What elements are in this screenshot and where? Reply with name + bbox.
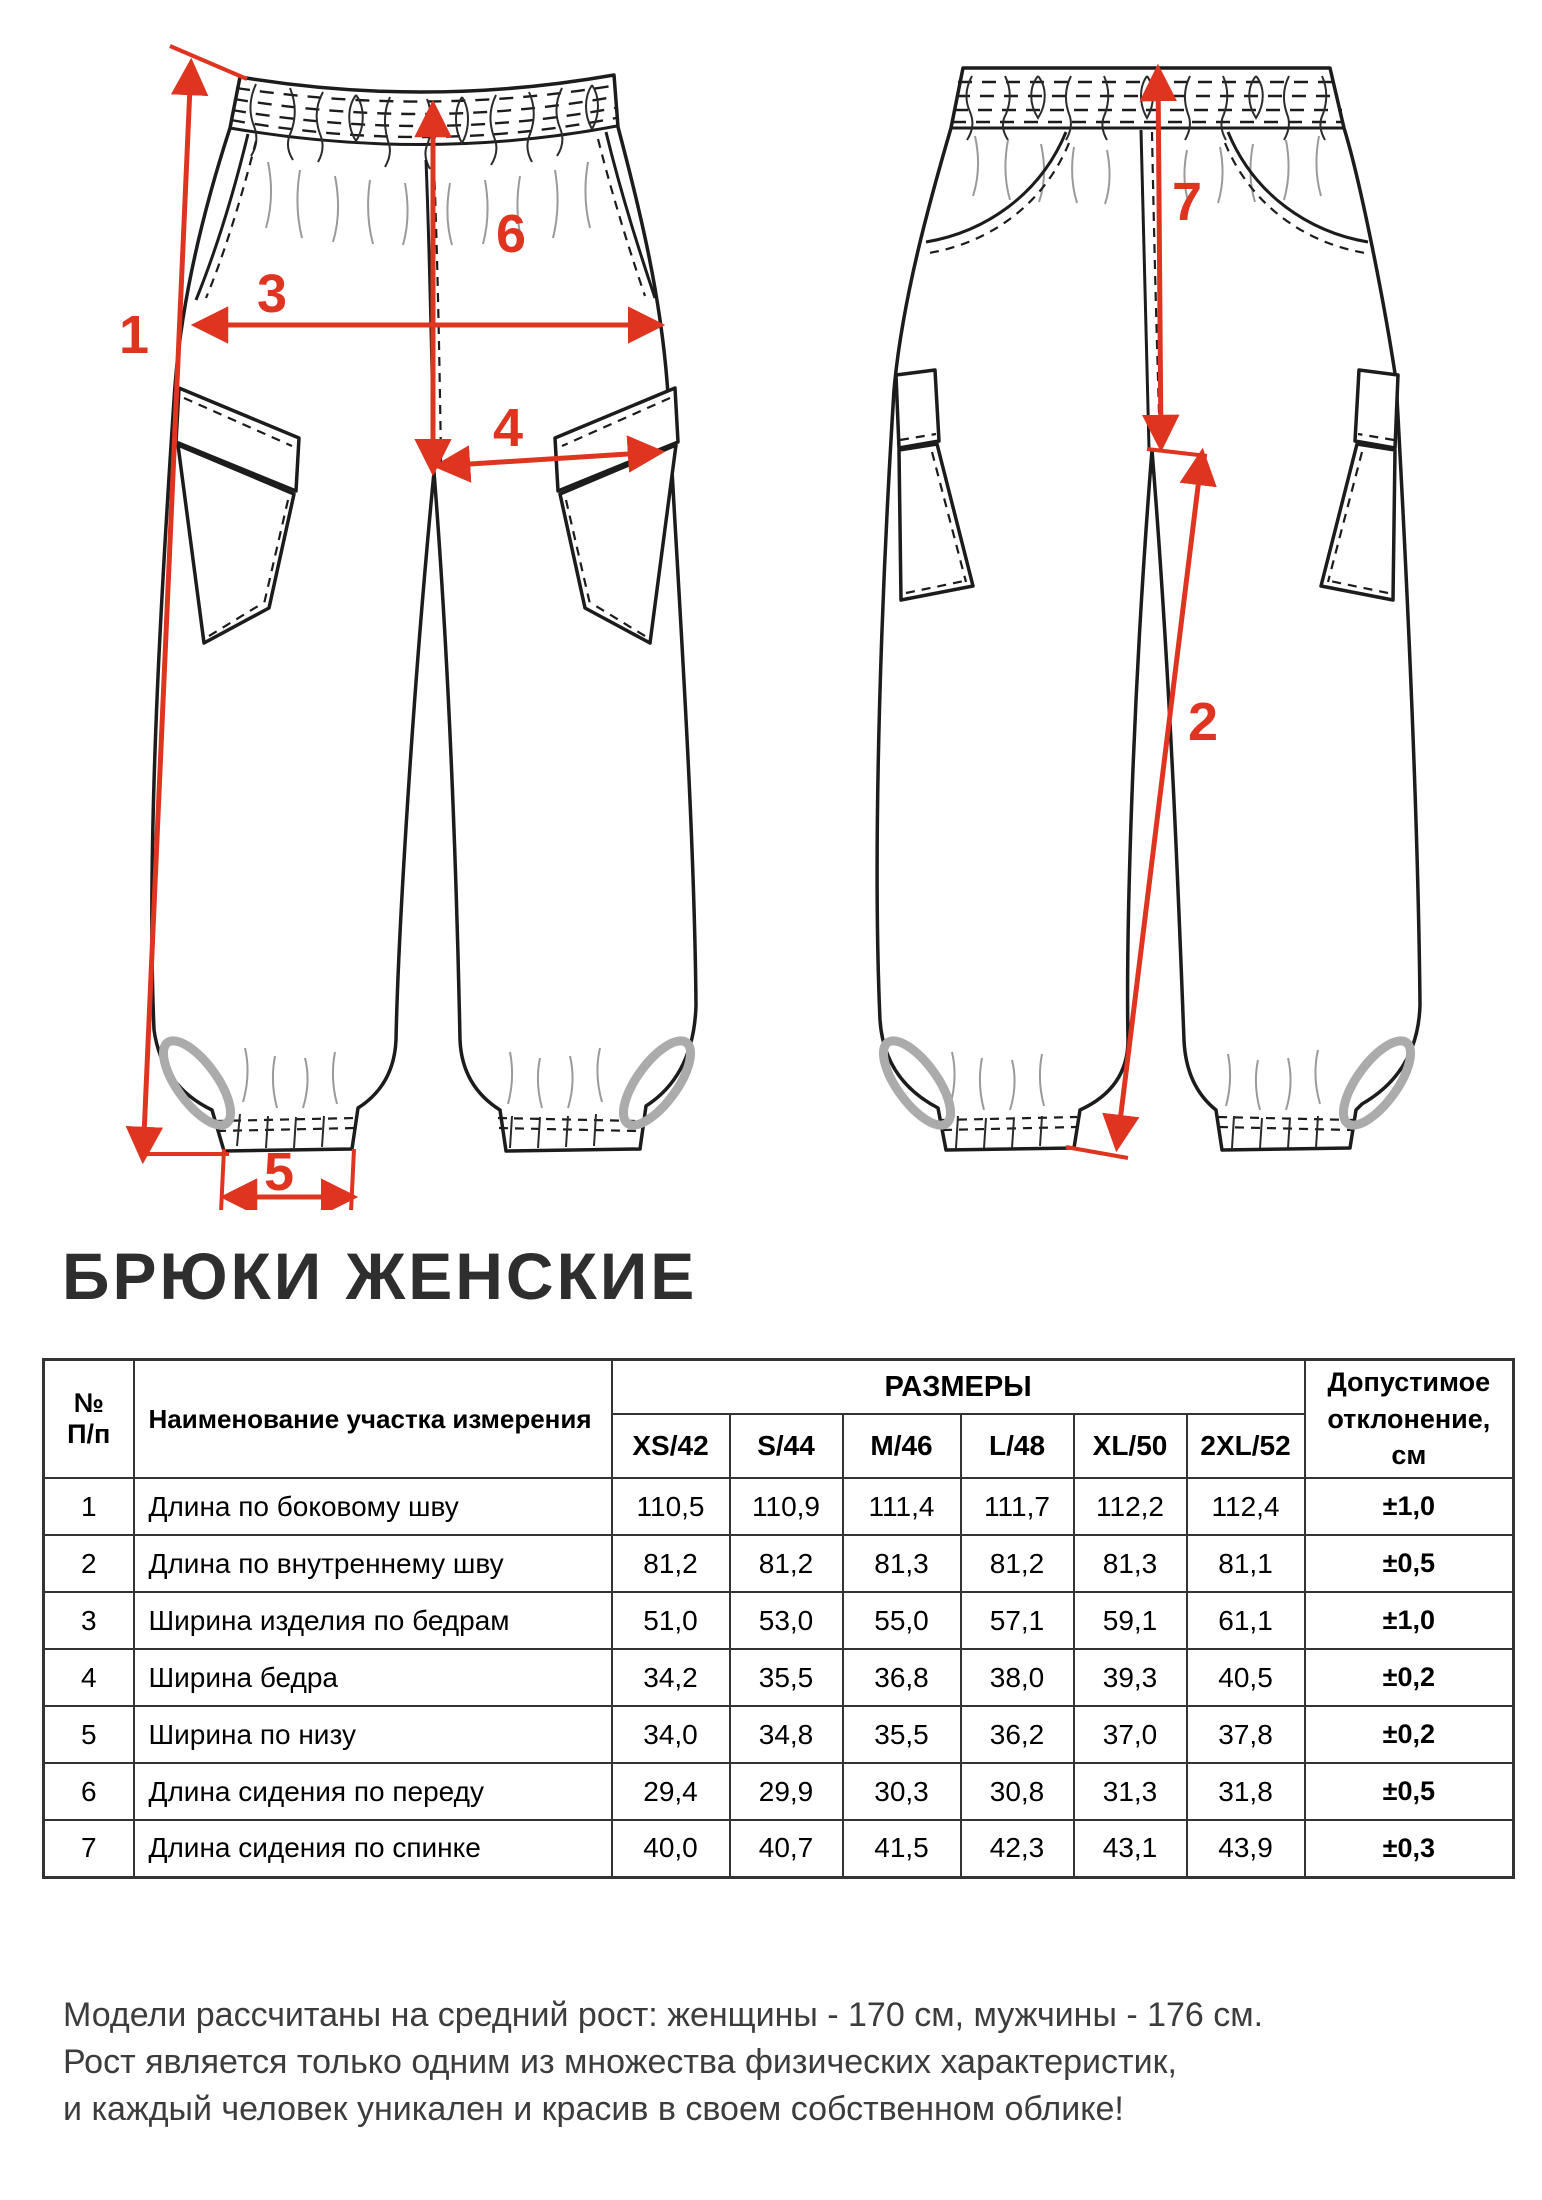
header-no-line1: № bbox=[73, 1388, 104, 1418]
header-measure-name: Наименование участка измерения bbox=[134, 1360, 612, 1479]
cell-value: 81,2 bbox=[730, 1535, 843, 1592]
cell-value: 37,8 bbox=[1187, 1706, 1305, 1763]
table-row bbox=[44, 1706, 1514, 1763]
cell-value: 36,8 bbox=[843, 1649, 961, 1706]
row-name: Длина по внутреннему шву bbox=[134, 1535, 612, 1592]
cell-value: 111,7 bbox=[961, 1478, 1074, 1535]
cell-value: 34,0 bbox=[612, 1706, 730, 1763]
cell-value: 81,2 bbox=[612, 1535, 730, 1592]
row-no: 7 bbox=[44, 1820, 134, 1877]
cell-value: 81,3 bbox=[843, 1535, 961, 1592]
cell-value: 37,0 bbox=[1074, 1706, 1187, 1763]
row-name: Ширина по низу bbox=[134, 1706, 612, 1763]
cell-value: 112,4 bbox=[1187, 1478, 1305, 1535]
cell-value: 51,0 bbox=[612, 1592, 730, 1649]
cell-value: 39,3 bbox=[1074, 1649, 1187, 1706]
row-name: Ширина бедра bbox=[134, 1649, 612, 1706]
cell-value: 81,2 bbox=[961, 1535, 1074, 1592]
cell-value: 59,1 bbox=[1074, 1592, 1187, 1649]
dimension-label-7: 7 bbox=[1171, 172, 1203, 232]
cell-value: 53,0 bbox=[730, 1592, 843, 1649]
cell-value: 43,9 bbox=[1187, 1820, 1305, 1877]
table-row bbox=[44, 1763, 1514, 1820]
cell-value: 61,1 bbox=[1187, 1592, 1305, 1649]
cell-value: 40,0 bbox=[612, 1820, 730, 1877]
cell-value: 81,1 bbox=[1187, 1535, 1305, 1592]
row-no: 1 bbox=[44, 1478, 134, 1535]
cell-value: 40,5 bbox=[1187, 1649, 1305, 1706]
cell-tolerance: ±0,2 bbox=[1305, 1649, 1514, 1706]
table-row bbox=[44, 1592, 1514, 1649]
table-row bbox=[44, 1820, 1514, 1877]
cell-value: 42,3 bbox=[961, 1820, 1074, 1877]
cell-value: 29,4 bbox=[612, 1763, 730, 1820]
cell-value: 41,5 bbox=[843, 1820, 961, 1877]
cell-value: 111,4 bbox=[843, 1478, 961, 1535]
header-no bbox=[44, 1360, 134, 1479]
row-name: Длина сидения по спинке bbox=[134, 1820, 612, 1877]
header-size-l: L/48 bbox=[961, 1414, 1074, 1478]
cell-tolerance: ±0,3 bbox=[1305, 1820, 1514, 1877]
cell-value: 43,1 bbox=[1074, 1820, 1187, 1877]
row-no: 3 bbox=[44, 1592, 134, 1649]
dimension-label-1: 1 bbox=[118, 305, 150, 365]
dimension-label-5: 5 bbox=[263, 1142, 295, 1202]
cell-value: 81,3 bbox=[1074, 1535, 1187, 1592]
cell-value: 40,7 bbox=[730, 1820, 843, 1877]
cell-value: 57,1 bbox=[961, 1592, 1074, 1649]
footer-line: Модели рассчитаны на средний рост: женщины - 170 см, мужчины - 176 см. bbox=[63, 1996, 1264, 2034]
header-size-xl: XL/50 bbox=[1074, 1414, 1187, 1478]
row-no: 2 bbox=[44, 1535, 134, 1592]
cell-value: 31,8 bbox=[1187, 1763, 1305, 1820]
row-no: 4 bbox=[44, 1649, 134, 1706]
cell-value: 112,2 bbox=[1074, 1478, 1187, 1535]
dimension-label-6: 6 bbox=[495, 204, 527, 264]
header-size-2xl: 2XL/52 bbox=[1187, 1414, 1305, 1478]
page-title: БРЮКИ ЖЕНСКИЕ bbox=[62, 1239, 698, 1313]
cell-value: 38,0 bbox=[961, 1649, 1074, 1706]
row-name: Ширина изделия по бедрам bbox=[134, 1592, 612, 1649]
row-no: 5 bbox=[44, 1706, 134, 1763]
cell-value: 110,5 bbox=[612, 1478, 730, 1535]
cell-value: 34,2 bbox=[612, 1649, 730, 1706]
cell-value: 36,2 bbox=[961, 1706, 1074, 1763]
footer-note bbox=[63, 1992, 1503, 2133]
back-view bbox=[871, 68, 1422, 1150]
cell-value: 35,5 bbox=[730, 1649, 843, 1706]
cell-value: 35,5 bbox=[843, 1706, 961, 1763]
cell-tolerance: ±1,0 bbox=[1305, 1592, 1514, 1649]
header-sizes-group: РАЗМЕРЫ bbox=[612, 1360, 1305, 1415]
dimension-label-3: 3 bbox=[256, 264, 288, 324]
footer-line: и каждый человек уникален и красив в своем собственном облике! bbox=[63, 2090, 1124, 2128]
row-no: 6 bbox=[44, 1763, 134, 1820]
cell-value: 30,3 bbox=[843, 1763, 961, 1820]
row-name: Длина по боковому шву bbox=[134, 1478, 612, 1535]
cell-value: 34,8 bbox=[730, 1706, 843, 1763]
row-name: Длина сидения по переду bbox=[134, 1763, 612, 1820]
table-row bbox=[44, 1649, 1514, 1706]
header-size-xs: XS/42 bbox=[612, 1414, 730, 1478]
measurements-table bbox=[42, 1358, 1515, 1879]
cell-value: 30,8 bbox=[961, 1763, 1074, 1820]
header-no-line2: П/п bbox=[67, 1419, 111, 1449]
dimension-label-4: 4 bbox=[492, 398, 524, 458]
cell-value: 55,0 bbox=[843, 1592, 961, 1649]
front-view bbox=[151, 75, 702, 1151]
cell-tolerance: ±0,2 bbox=[1305, 1706, 1514, 1763]
cell-value: 29,9 bbox=[730, 1763, 843, 1820]
cell-tolerance: ±1,0 bbox=[1305, 1478, 1514, 1535]
header-row-group bbox=[44, 1360, 1514, 1415]
header-tolerance: Допустимое отклонение, см bbox=[1305, 1360, 1514, 1479]
cell-value: 110,9 bbox=[730, 1478, 843, 1535]
footer-line: Рост является только одним из множества физических характеристик, bbox=[63, 2043, 1177, 2081]
cell-tolerance: ±0,5 bbox=[1305, 1535, 1514, 1592]
dimension-label-2: 2 bbox=[1187, 692, 1219, 752]
table-row bbox=[44, 1535, 1514, 1592]
cell-tolerance: ±0,5 bbox=[1305, 1763, 1514, 1820]
table-row bbox=[44, 1478, 1514, 1535]
header-size-m: M/46 bbox=[843, 1414, 961, 1478]
cell-value: 31,3 bbox=[1074, 1763, 1187, 1820]
header-size-s: S/44 bbox=[730, 1414, 843, 1478]
